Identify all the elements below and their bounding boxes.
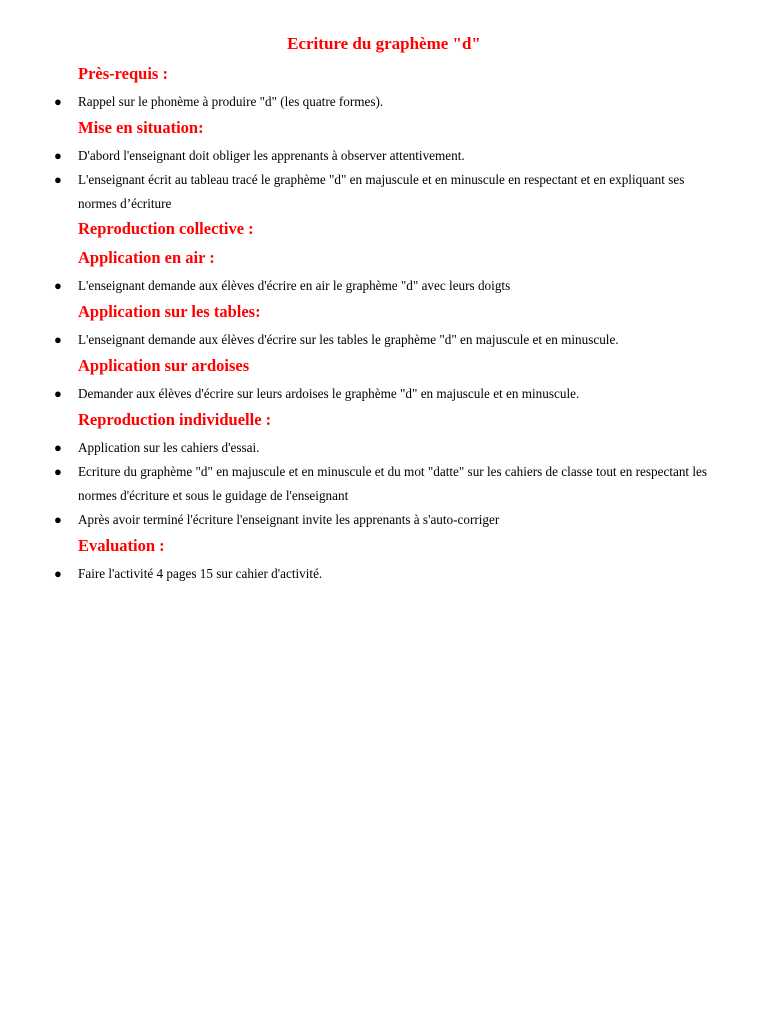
bullet-icon: ● [54,440,62,455]
list-item [54,508,718,532]
list-item-text: L'enseignant demande aux élèves d'écrire sur les tables le graphème "d" en majuscule et en minuscule. [78,332,619,347]
list-item-text: Demander aux élèves d'écrire sur leurs ardoises le graphème "d" en majuscule et en minuscule. [78,386,580,401]
list-item [54,382,718,406]
heading-reproduction-individuelle: Reproduction individuelle : [78,410,272,429]
list-item [54,168,718,216]
bullet-icon: ● [54,386,62,401]
list-item-text: Après avoir terminé l'écriture l'enseignant invite les apprenants à s'auto-corriger [78,512,500,527]
bullet-icon: ● [54,148,62,163]
list-item-text: L'enseignant demande aux élèves d'écrire en air le graphème "d" avec leurs doigts [78,278,511,293]
list-item-text: L'enseignant écrit au tableau tracé le graphème "d" en majuscule et en minuscule en respectant et en expliquant ses normes d’écriture [78,172,685,211]
heading-evaluation: Evaluation : [78,536,165,555]
list-item-text: Application sur les cahiers d'essai. [78,440,260,455]
heading-application-en-air: Application en air : [78,248,215,267]
list-item [54,562,718,586]
heading-reproduction-collective: Reproduction collective : [78,219,254,238]
list-item [54,460,718,508]
bullet-icon: ● [54,566,62,581]
bullet-icon: ● [54,94,62,109]
list-item [54,144,718,168]
list-item [54,436,718,460]
list-item [54,90,718,114]
list-item-text: D'abord l'enseignant doit obliger les apprenants à observer attentivement. [78,148,465,163]
list-item-text: Ecriture du graphème "d" en majuscule et en minuscule et du mot "datte" sur les cahiers de classe tout en respectant les normes d'écriture et sous le guidage de l'enseignant [78,464,708,503]
list-item [54,328,718,352]
bullet-icon: ● [54,512,62,527]
heading-application-ardoises: Application sur ardoises [78,356,250,375]
list-item-text: Rappel sur le phonème à produire "d" (les quatre formes). [78,94,384,109]
list-item [54,274,718,298]
heading-prerequis: Près-requis : [78,64,168,83]
bullet-icon: ● [54,172,62,187]
heading-mise-en-situation: Mise en situation: [78,118,204,137]
heading-application-tables: Application sur les tables: [78,302,261,321]
bullet-icon: ● [54,332,62,347]
list-item-text: Faire l'activité 4 pages 15 sur cahier d'activité. [78,566,323,581]
bullet-icon: ● [54,278,62,293]
bullet-icon: ● [54,464,62,479]
document-title: Ecriture du graphème "d" [287,34,481,53]
